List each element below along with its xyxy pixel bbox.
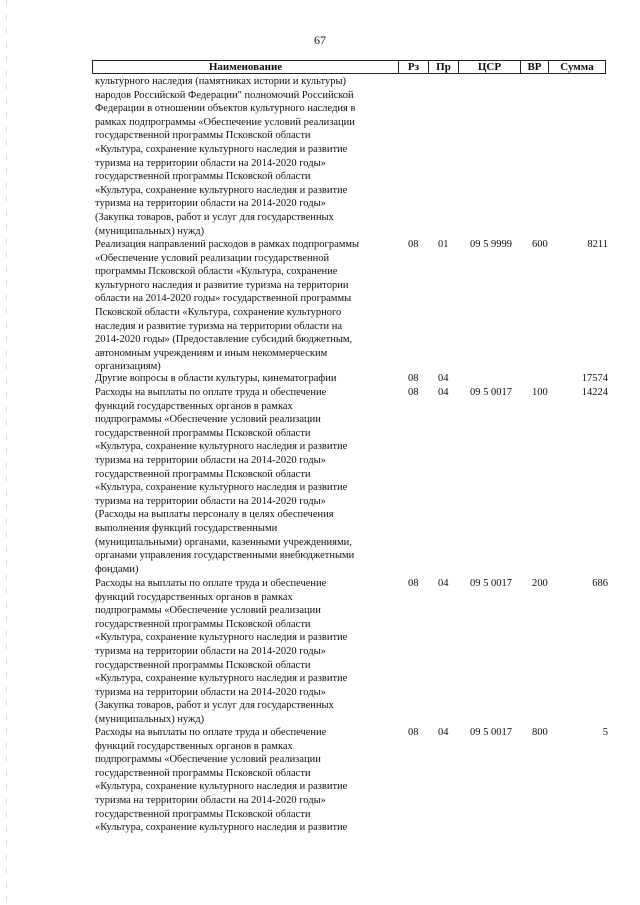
row-name-line: программы Псковской области «Культура, сохранение: [95, 266, 338, 278]
row-vr: 800: [532, 727, 548, 738]
row-rz: 08: [408, 373, 419, 384]
row-name-line: туризма на территории области на 2014-2020 годы»: [95, 495, 326, 507]
row-name-line: функций государственных органов в рамках: [95, 740, 293, 752]
row-name: [95, 726, 395, 835]
row-vr: 100: [532, 387, 548, 398]
row-name-line: «Обеспечение условий реализации государственной: [95, 252, 330, 264]
row-name-line: «Культура, сохранение культурного наследия и развитие: [95, 632, 348, 644]
row-name: [95, 372, 395, 386]
row-vr: 200: [532, 578, 548, 589]
row-name-line: Другие вопросы в области культуры, кинематографии: [95, 373, 337, 384]
row-name-line: (муниципальных) нужд): [95, 225, 205, 237]
row-name-line: туризма на территории области на 2014-2020 годы»: [95, 794, 326, 806]
row-name-line: «Культура, сохранение культурного наследия и развитие: [95, 184, 348, 196]
row-name-line: подпрограммы «Обеспечение условий реализации: [95, 754, 321, 766]
row-name-line: туризма на территории области на 2014-2020 годы»: [95, 645, 326, 657]
row-vr: 600: [532, 239, 548, 250]
row-name-line: туризма на территории области на 2014-2020 годы»: [95, 157, 326, 169]
row-name-line: (Расходы на выплаты персоналу в целях обеспечения: [95, 509, 334, 521]
row-pr: 04: [438, 727, 449, 738]
header-pr: Пр: [429, 61, 459, 73]
row-name: [95, 386, 395, 576]
row-sum: 17574: [581, 373, 608, 384]
row-name-line: культурного наследия (памятниках истории и культуры): [95, 76, 346, 87]
row-name-line: государственной программы Псковской области: [95, 808, 311, 820]
row-name-line: функций государственных органов в рамках: [95, 591, 293, 603]
row-name-line: подпрограммы «Обеспечение условий реализации: [95, 605, 321, 617]
row-sum: 686: [592, 578, 608, 589]
row-name-line: Расходы на выплаты по оплате труда и обеспечение: [95, 387, 327, 398]
header-vr: ВР: [521, 61, 549, 73]
row-rz: 08: [408, 387, 419, 398]
row-pr: 04: [438, 373, 449, 384]
row-name-line: государственной программы Псковской области: [95, 130, 311, 142]
header-csr: ЦСР: [459, 61, 521, 73]
row-rz: 08: [408, 239, 419, 250]
row-name-line: выполнения функций государственными: [95, 522, 278, 534]
header-sum: Сумма: [560, 61, 594, 73]
row-sum: 5: [602, 727, 608, 738]
row-name-line: народов Российской Федерации" полномочий Российской: [95, 89, 354, 101]
row-name-line: государственной программы Псковской области: [95, 618, 311, 630]
row-name-line: (Закупка товаров, работ и услуг для государственных: [95, 211, 334, 223]
row-name-line: государственной программы Псковской области: [95, 427, 311, 439]
row-name-line: автономным учреждениям и иным некоммерческим: [95, 347, 328, 359]
row-name-line: Федерации в отношении объектов культурного наследия в: [95, 103, 356, 115]
row-name-line: подпрограммы «Обеспечение условий реализации: [95, 414, 321, 426]
row-name-line: функций государственных органов в рамках: [95, 400, 293, 412]
row-name-line: рамках подпрограммы «Обеспечение условий реализации: [95, 116, 355, 128]
row-sum: 8211: [587, 239, 608, 250]
row-rz: 08: [408, 578, 419, 589]
row-csr: 09 5 0017: [470, 387, 512, 398]
row-name-line: (муниципальных) нужд): [95, 713, 205, 725]
row-name-line: 2014-2020 годы» (Предоставление субсидий бюджетным,: [95, 334, 353, 346]
row-name-line: наследия и развитие туризма на территории области на: [95, 320, 343, 332]
row-csr: 09 5 0017: [470, 727, 512, 738]
header-name: Наименование: [93, 61, 399, 73]
row-name-line: «Культура, сохранение культурного наследия и развитие: [95, 482, 348, 494]
row-name: [95, 577, 395, 727]
row-sum: 14224: [581, 387, 608, 398]
row-rz: 08: [408, 727, 419, 738]
row-csr: 09 5 9999: [470, 239, 512, 250]
row-name: [95, 75, 395, 238]
row-name-line: «Культура, сохранение культурного наследия и развитие: [95, 781, 348, 793]
page-number: 67: [314, 33, 326, 47]
row-name: [95, 238, 395, 374]
row-name-line: туризма на территории области на 2014-2020 годы»: [95, 198, 326, 210]
row-name-line: государственной программы Псковской области: [95, 468, 311, 480]
row-name-line: «Культура, сохранение культурного наследия и развитие: [95, 143, 348, 155]
row-name-line: Расходы на выплаты по оплате труда и обеспечение: [95, 578, 327, 589]
row-name-line: фондами): [95, 563, 139, 575]
row-name-line: Реализация направлений расходов в рамках подпрограммы: [95, 239, 360, 250]
row-name-line: государственной программы Псковской области: [95, 659, 311, 671]
row-name-line: «Культура, сохранение культурного наследия и развитие: [95, 673, 348, 685]
row-name-line: Расходы на выплаты по оплате труда и обеспечение: [95, 727, 327, 738]
row-name-line: «Культура, сохранение культурного наследия и развитие: [95, 822, 348, 834]
row-pr: 04: [438, 578, 449, 589]
row-pr: 01: [438, 239, 449, 250]
row-csr: 09 5 0017: [470, 578, 512, 589]
table-header: [92, 60, 606, 74]
scan-edge: [6, 0, 7, 905]
row-name-line: «Культура, сохранение культурного наследия и развитие: [95, 441, 348, 453]
row-name-line: (муниципальными) органами, казенными учреждениями,: [95, 536, 352, 548]
row-name-line: туризма на территории области на 2014-2020 годы»: [95, 454, 326, 466]
header-rz: Рз: [399, 61, 429, 73]
row-name-line: культурного наследия и развитие туризма на территории: [95, 279, 349, 291]
row-name-line: государственной программы Псковской области: [95, 767, 311, 779]
row-name-line: органами управления государственными внебюджетными: [95, 550, 355, 562]
row-pr: 04: [438, 387, 449, 398]
row-name-line: туризма на территории области на 2014-2020 годы»: [95, 686, 326, 698]
row-name-line: государственной программы Псковской области: [95, 171, 311, 183]
row-name-line: организациям): [95, 361, 161, 373]
row-name-line: (Закупка товаров, работ и услуг для государственных: [95, 700, 334, 712]
row-name-line: Псковской области «Культура, сохранение культурного: [95, 306, 342, 318]
row-name-line: области на 2014-2020 годы» государственной программы: [95, 293, 352, 305]
